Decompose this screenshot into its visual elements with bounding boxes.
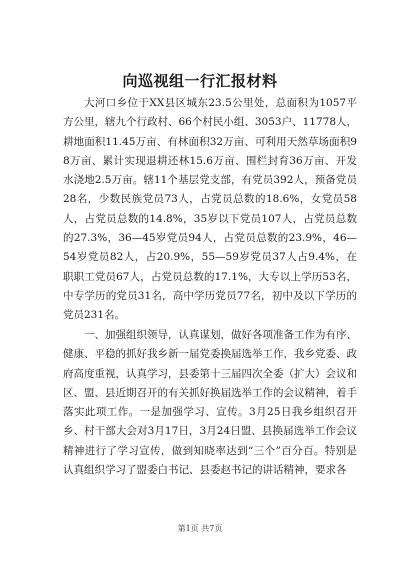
document-title: 向巡视组一行汇报材料 (122, 72, 278, 90)
body-paragraph-section-one: 一、加强组织领导，认真谋划，做好各项准备工作为有序、健康、平稳的抓好我乡新一届党委换届选举工作，我乡党委、政府高度重视，认真学习，县委第十三届四次全委（扩大）会议和区、盟、县近期召开的有关抓好换届选举工作的会议精神，着手落实此项工作。一是加强学习、宣传。3月25日我乡组织召开乡、村干部大会对3月17日，3月24日盟、县换届选举工作会议精神进行了学习宣传，做到知晓率达到“三个”百分百。特别是认真组织学习了盟委白书记、县委赵书记的讲话精神，要求各 (63, 329, 357, 477)
body-paragraph-overview: 大河口乡位于XX县区城东23.5公里处，总面积为1057平方公里，辖九个行政村、66个村民小组、3053户、11778人，耕地面积11.45万亩、有林面积32万亩、可利用天然草场面积98万亩、累计实现退耕还林15.6万亩、围栏封育36万亩、开发水浇地2.5万亩。辖11个基层党支部，有党员392人，预备党员28名，少数民族党员73人，占党员总数的18.6%，女党员58人，占党员总数的14.8%，35岁以下党员107人，占党员总数的27.3%，36—45岁党员94人，占党员总数的23.9%，46—54岁党员82人，占20.9%，55—59岁党员37人占9.4%，在职职工党员67人，占党员总数的17.1%，大专以上学历53名，中专学历的党员31名，高中学历党员77名，初中及以下学历的党员231名。 (63, 97, 357, 322)
page-number-footer: 第1页 共7页 (177, 524, 223, 533)
